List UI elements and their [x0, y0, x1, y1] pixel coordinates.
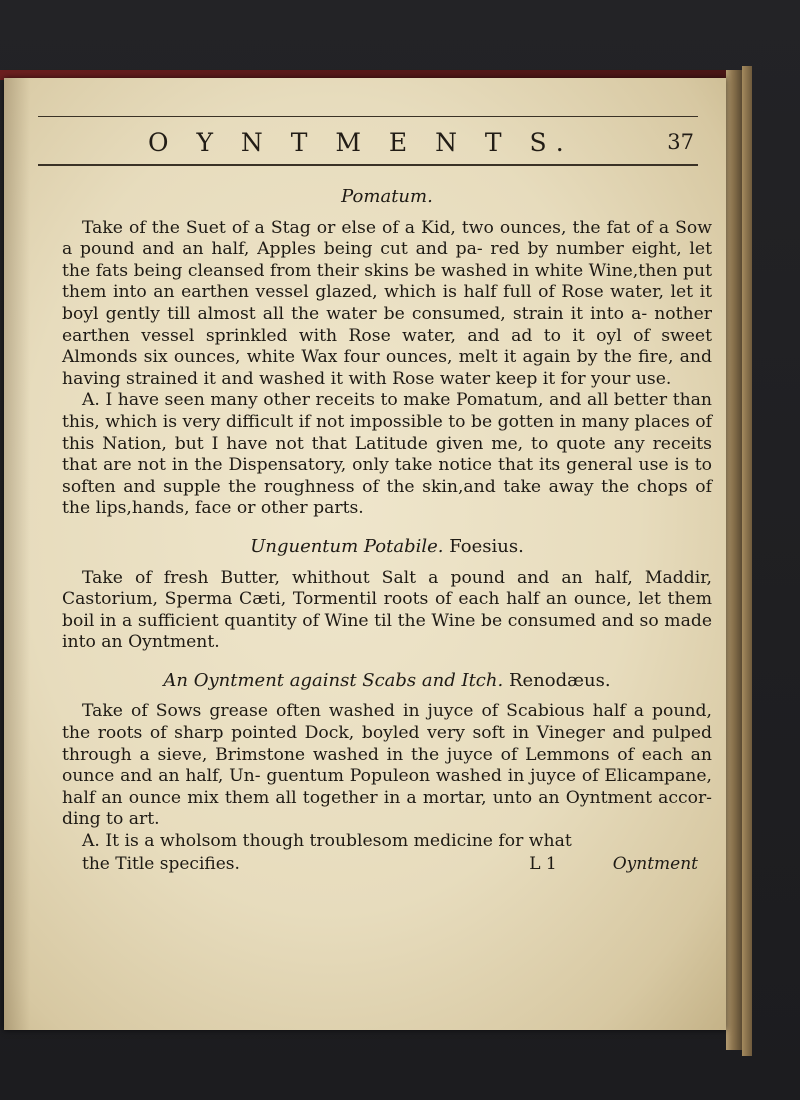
book-page	[4, 78, 726, 1030]
section-title-text: An Oyntment against Scabs and Itch.	[163, 669, 504, 691]
paragraph: Take of Sows grease often washed in juyce of Scabious half a pound, the roots of sharp pointed Dock, boyled very soft in Vineger and pulped through a sieve, Brimstone washed in the juyce of Lemmons of each an ounce and an half, Un- guentum Populeon washed in juyce of Elicampane, half an ounce mix them all together in a mortar, unto an Oyntment accor- ding to art.	[62, 701, 712, 830]
section-title-oyntment	[62, 670, 712, 692]
paragraph: Take of fresh Butter, whithout Salt a pound and an half, Maddir, Castorium, Sperma Cæti, Tormentil roots of each half an ounce, let them boil in a sufficient quantity of Wine til the Wine be consumed and so made into an Oyntment.	[62, 567, 712, 653]
spacer	[62, 520, 712, 536]
section-title-unguentum	[62, 536, 712, 558]
running-head	[38, 124, 698, 166]
spacer	[62, 654, 712, 670]
paragraph: A. I have seen many other receits to make Pomatum, and all better than this, which is very difficult if not impossible to be gotten in many places of this Nation, but I have not that Latitude given me, to quote any receits that are not in the Dispensatory, only take notice that its general use is to soften and supple the roughness of the skin,and take away the chops of the lips,hands, face or other parts.	[62, 390, 712, 519]
running-head-title: O Y N T M E N T S.	[148, 128, 574, 157]
signature-mark: L 1	[529, 853, 557, 874]
section-title-pomatum	[62, 186, 712, 208]
text-block	[62, 186, 712, 875]
section-title-text: Pomatum.	[341, 186, 433, 207]
page-edge	[726, 70, 742, 1050]
page-number: 37	[667, 130, 694, 154]
closing-line-end: the Title specifies.	[82, 853, 240, 874]
gutter-shadow	[4, 78, 30, 1030]
signature-line	[62, 854, 712, 876]
page-edge-outer	[742, 66, 752, 1056]
top-rule	[38, 116, 698, 117]
closing-line: A. It is a wholsom though troublesom medicine for what	[82, 831, 572, 852]
catchword: Oyntment	[612, 853, 698, 874]
section-author: Renodæus.	[508, 669, 611, 691]
section-title-text: Unguentum Potabile.	[250, 535, 444, 557]
paragraph: Take of the Suet of a Stag or else of a Kid, two ounces, the fat of a Sow a pound and an half, Apples being cut and pa- red by number eight, let the fats being cleansed from their skins be washed in white Wine,then put them into an earthen vessel glazed, which is half full of Rose water, let it boyl gently till almost all the water be consumed, strain it into a- nother earthen vessel sprinkled with Rose water, and ad to it oyl of sweet Almonds six ounces, white Wax four ounces, melt it again by the fire, and having strained it and washed it with Rose water keep it for your use.	[62, 217, 712, 389]
section-author: Foesius.	[449, 535, 524, 557]
